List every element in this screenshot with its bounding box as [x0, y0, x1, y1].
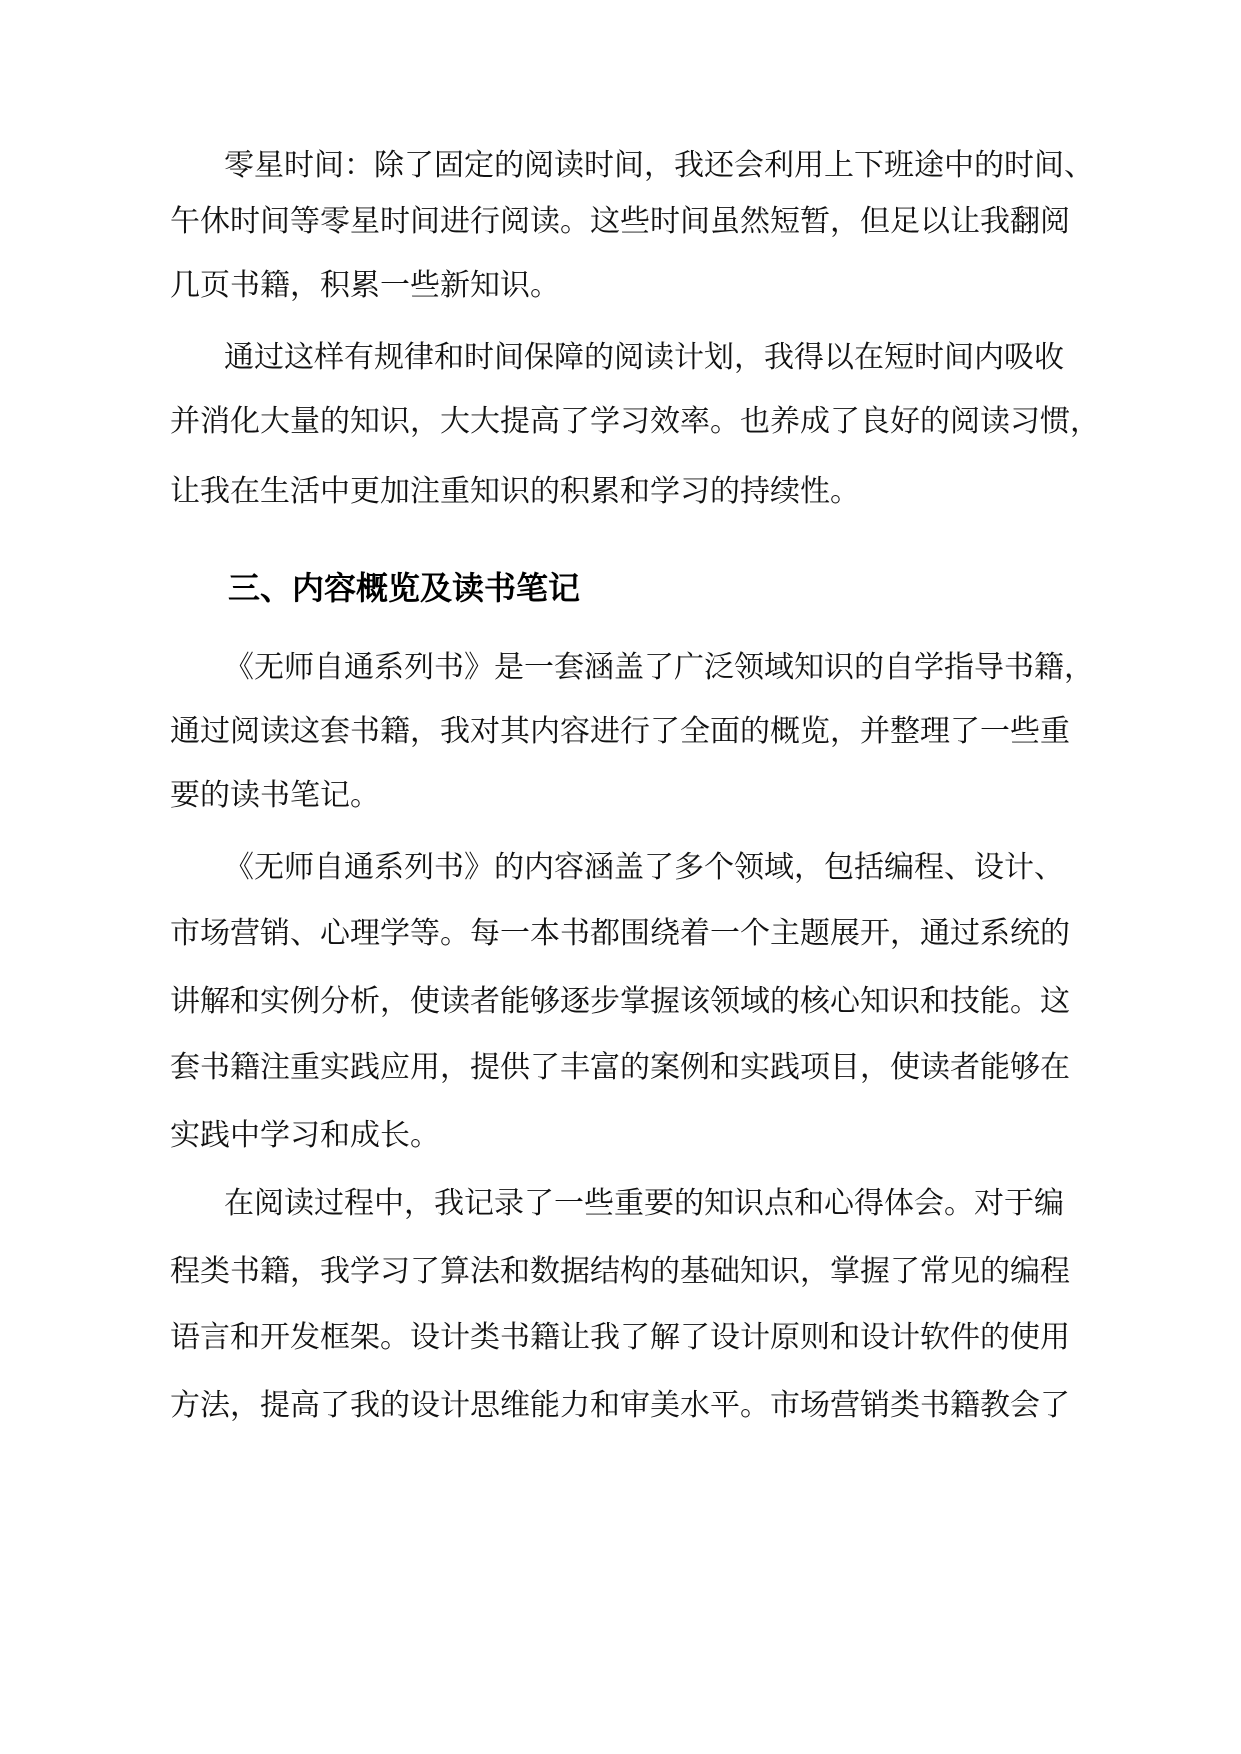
section-heading: 三、内容概览及读书笔记 [228, 569, 581, 607]
text-line: 套书籍注重实践应用，提供了丰富的案例和实践项目，使读者能够在 [170, 1050, 1070, 1085]
text-line: 通过这样有规律和时间保障的阅读计划，我得以在短时间内吸收 [224, 340, 1064, 375]
text-line: 语言和开发框架。设计类书籍让我了解了设计原则和设计软件的使用 [170, 1320, 1070, 1355]
text-line: 方法，提高了我的设计思维能力和审美水平。市场营销类书籍教会了 [170, 1388, 1070, 1423]
text-line: 讲解和实例分析，使读者能够逐步掌握该领域的核心知识和技能。这 [170, 984, 1070, 1019]
text-line: 并消化大量的知识，大大提高了学习效率。也养成了良好的阅读习惯， [170, 404, 1100, 439]
text-line: 《无师自通系列书》的内容涵盖了多个领域，包括编程、设计、 [224, 850, 1064, 885]
text-line: 在阅读过程中，我记录了一些重要的知识点和心得体会。对于编 [224, 1186, 1064, 1221]
text-line: 让我在生活中更加注重知识的积累和学习的持续性。 [170, 474, 860, 509]
text-line: 午休时间等零星时间进行阅读。这些时间虽然短暂，但足以让我翻阅 [170, 204, 1070, 239]
text-line: 程类书籍，我学习了算法和数据结构的基础知识，掌握了常见的编程 [170, 1254, 1070, 1289]
text-line: 通过阅读这套书籍，我对其内容进行了全面的概览，并整理了一些重 [170, 714, 1070, 749]
text-line: 零星时间：除了固定的阅读时间，我还会利用上下班途中的时间、 [224, 148, 1094, 183]
text-line: 几页书籍，积累一些新知识。 [170, 268, 560, 303]
text-line: 市场营销、心理学等。每一本书都围绕着一个主题展开，通过系统的 [170, 916, 1070, 951]
text-line: 《无师自通系列书》是一套涵盖了广泛领域知识的自学指导书籍， [224, 650, 1094, 685]
text-line: 实践中学习和成长。 [170, 1118, 440, 1153]
text-line: 要的读书笔记。 [170, 778, 380, 813]
